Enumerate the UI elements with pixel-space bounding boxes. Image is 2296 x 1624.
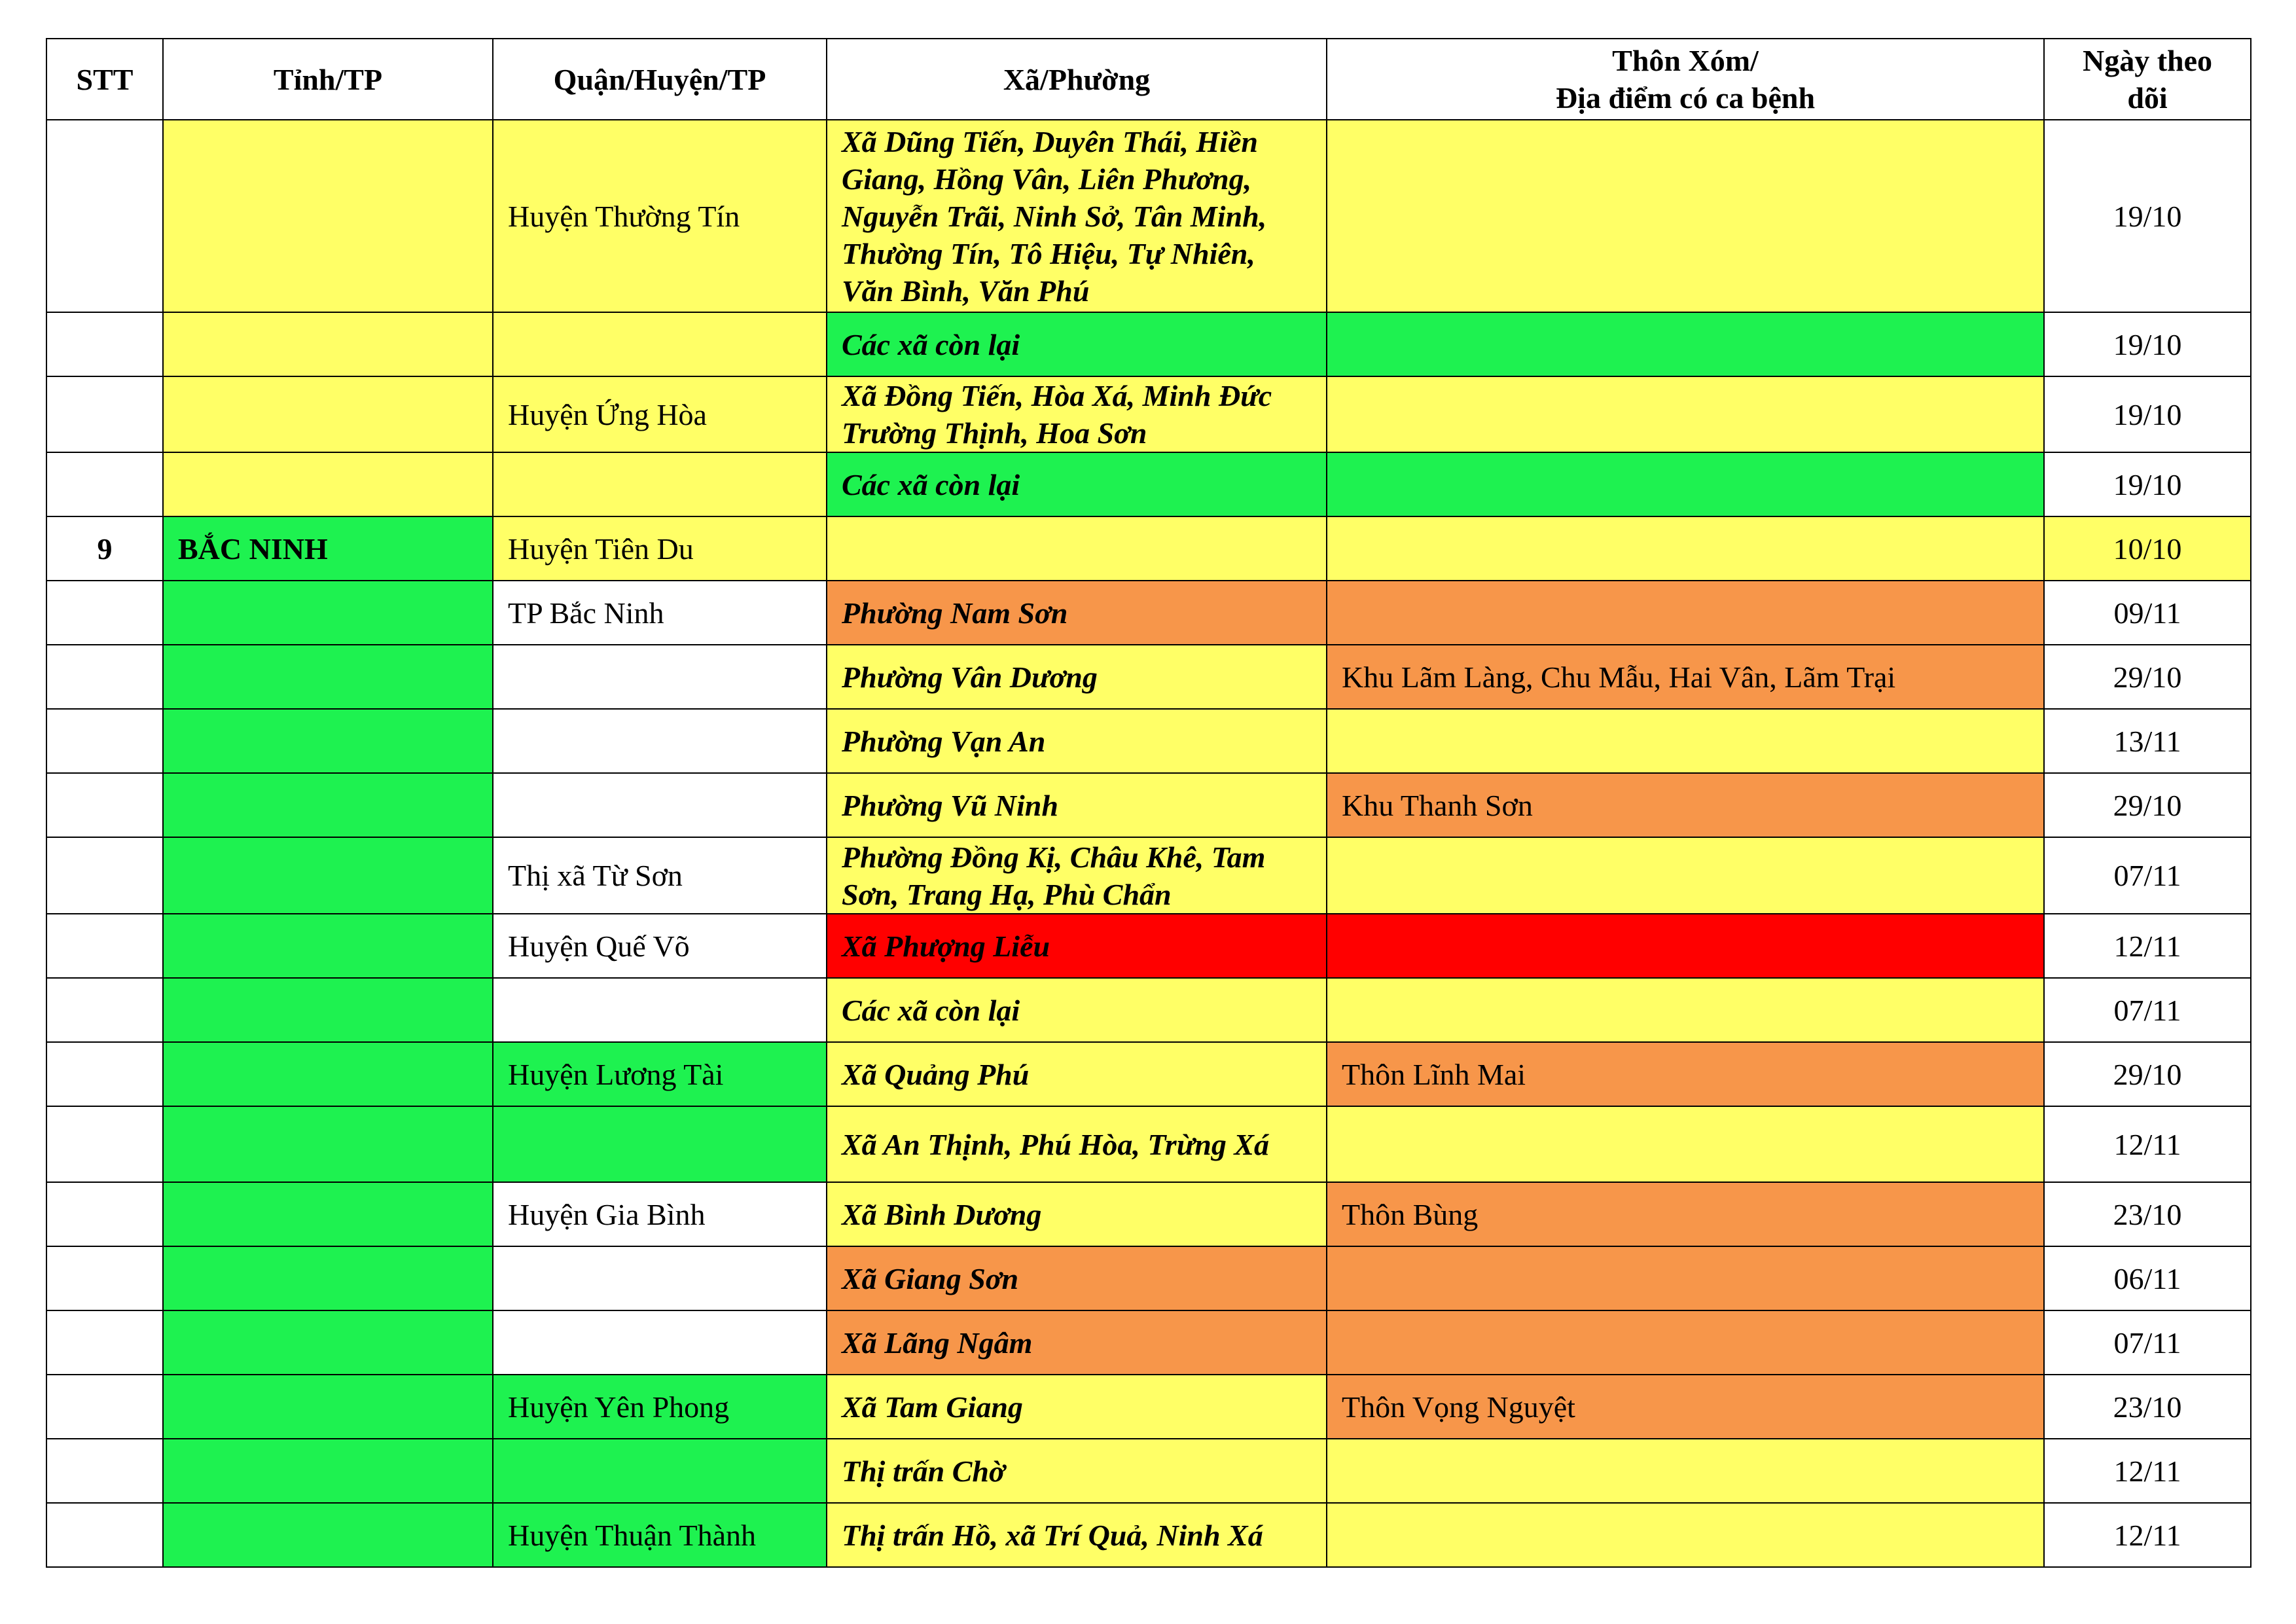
cell-ward: Xã Tam Giang <box>827 1375 1327 1439</box>
cell-ward: Xã Dũng Tiến, Duyên Thái, Hiền Giang, Hồng Vân, Liên Phương, Nguyễn Trãi, Ninh Sở, Tân Minh, Thường Tín, Tô Hiệu, Tự Nhiên, Văn Bình, Văn Phú <box>827 120 1327 312</box>
cell-village: Khu Lãm Làng, Chu Mẫu, Hai Vân, Lãm Trại <box>1327 645 2044 709</box>
cell-stt <box>46 581 163 645</box>
cell-stt <box>46 1106 163 1182</box>
cell-stt <box>46 645 163 709</box>
header-village: Thôn Xóm/ Địa điểm có ca bệnh <box>1327 39 2044 120</box>
cell-stt <box>46 120 163 312</box>
cell-village <box>1327 1439 2044 1503</box>
cell-date: 29/10 <box>2044 1042 2251 1106</box>
cell-province <box>163 1310 493 1375</box>
cell-ward: Thị trấn Chờ <box>827 1439 1327 1503</box>
cell-ward: Các xã còn lại <box>827 978 1327 1042</box>
cell-province <box>163 452 493 516</box>
cell-ward: Phường Vân Dương <box>827 645 1327 709</box>
cell-district: Thị xã Từ Sơn <box>493 837 827 914</box>
cell-date: 19/10 <box>2044 452 2251 516</box>
cell-date: 09/11 <box>2044 581 2251 645</box>
cell-ward: Phường Đồng Kị, Châu Khê, Tam Sơn, Trang Hạ, Phù Chẩn <box>827 837 1327 914</box>
table-row <box>46 312 2251 376</box>
cell-stt <box>46 376 163 452</box>
header-ward: Xã/Phường <box>827 39 1327 120</box>
cell-ward: Phường Vạn An <box>827 709 1327 773</box>
cell-date: 13/11 <box>2044 709 2251 773</box>
cell-district <box>493 645 827 709</box>
header-date: Ngày theo dõi <box>2044 39 2251 120</box>
cell-village <box>1327 516 2044 581</box>
cell-stt: 9 <box>46 516 163 581</box>
cell-date: 19/10 <box>2044 376 2251 452</box>
cell-village <box>1327 581 2044 645</box>
cell-stt <box>46 914 163 978</box>
table-row <box>46 709 2251 773</box>
cell-district: Huyện Ứng Hòa <box>493 376 827 452</box>
table-row <box>46 376 2251 452</box>
cell-province <box>163 1182 493 1246</box>
cell-ward: Xã An Thịnh, Phú Hòa, Trừng Xá <box>827 1106 1327 1182</box>
cell-ward: Xã Giang Sơn <box>827 1246 1327 1310</box>
cell-province <box>163 645 493 709</box>
cell-stt <box>46 452 163 516</box>
table-row <box>46 1310 2251 1375</box>
cell-ward: Xã Phượng Liễu <box>827 914 1327 978</box>
table-row <box>46 1106 2251 1182</box>
cell-village <box>1327 1310 2044 1375</box>
table-row <box>46 581 2251 645</box>
table-row <box>46 1182 2251 1246</box>
cell-village <box>1327 1106 2044 1182</box>
cell-date: 23/10 <box>2044 1375 2251 1439</box>
table-row <box>46 773 2251 837</box>
cell-ward: Xã Đồng Tiến, Hòa Xá, Minh Đức Trường Thịnh, Hoa Sơn <box>827 376 1327 452</box>
cell-province <box>163 773 493 837</box>
cell-district: Huyện Quế Võ <box>493 914 827 978</box>
cell-village <box>1327 120 2044 312</box>
table-row <box>46 516 2251 581</box>
cell-date: 29/10 <box>2044 773 2251 837</box>
cell-district: Huyện Lương Tài <box>493 1042 827 1106</box>
table-row <box>46 645 2251 709</box>
cell-stt <box>46 978 163 1042</box>
cell-village <box>1327 978 2044 1042</box>
cell-province <box>163 581 493 645</box>
cell-ward: Phường Vũ Ninh <box>827 773 1327 837</box>
table-row <box>46 1042 2251 1106</box>
cell-province <box>163 837 493 914</box>
cell-ward: Xã Quảng Phú <box>827 1042 1327 1106</box>
cell-date: 12/11 <box>2044 1439 2251 1503</box>
cell-district: Huyện Tiên Du <box>493 516 827 581</box>
cell-stt <box>46 1042 163 1106</box>
cell-village <box>1327 376 2044 452</box>
cell-date: 06/11 <box>2044 1246 2251 1310</box>
cell-village <box>1327 837 2044 914</box>
cell-province <box>163 1042 493 1106</box>
table-row <box>46 1246 2251 1310</box>
cell-province: BẮC NINH <box>163 516 493 581</box>
cell-date: 12/11 <box>2044 1106 2251 1182</box>
cell-stt <box>46 1439 163 1503</box>
cell-stt <box>46 1503 163 1567</box>
cell-district: Huyện Yên Phong <box>493 1375 827 1439</box>
cell-date: 07/11 <box>2044 1310 2251 1375</box>
cell-date: 12/11 <box>2044 1503 2251 1567</box>
cell-stt <box>46 709 163 773</box>
table-row <box>46 1375 2251 1439</box>
cell-village <box>1327 914 2044 978</box>
table-row <box>46 1503 2251 1567</box>
header-district: Quận/Huyện/TP <box>493 39 827 120</box>
cell-date: 19/10 <box>2044 120 2251 312</box>
cell-ward: Xã Bình Dương <box>827 1182 1327 1246</box>
cell-stt <box>46 1375 163 1439</box>
cell-village <box>1327 1246 2044 1310</box>
cell-district <box>493 1106 827 1182</box>
cell-village <box>1327 452 2044 516</box>
epidemic-risk-table <box>46 38 2251 1568</box>
cell-date: 07/11 <box>2044 837 2251 914</box>
cell-province <box>163 914 493 978</box>
cell-ward: Các xã còn lại <box>827 312 1327 376</box>
table-row <box>46 120 2251 312</box>
table-row <box>46 978 2251 1042</box>
table-row <box>46 1439 2251 1503</box>
cell-province <box>163 1106 493 1182</box>
cell-district <box>493 452 827 516</box>
cell-ward: Thị trấn Hồ, xã Trí Quả, Ninh Xá <box>827 1503 1327 1567</box>
header-province: Tỉnh/TP <box>163 39 493 120</box>
cell-district: Huyện Thường Tín <box>493 120 827 312</box>
cell-stt <box>46 837 163 914</box>
cell-village <box>1327 709 2044 773</box>
cell-stt <box>46 1310 163 1375</box>
cell-province <box>163 312 493 376</box>
table-row <box>46 452 2251 516</box>
cell-date: 23/10 <box>2044 1182 2251 1246</box>
cell-village: Thôn Bùng <box>1327 1182 2044 1246</box>
cell-province <box>163 376 493 452</box>
cell-district <box>493 978 827 1042</box>
cell-village <box>1327 1503 2044 1567</box>
cell-village: Khu Thanh Sơn <box>1327 773 2044 837</box>
cell-district <box>493 773 827 837</box>
cell-ward <box>827 516 1327 581</box>
cell-village: Thôn Lĩnh Mai <box>1327 1042 2044 1106</box>
cell-date: 07/11 <box>2044 978 2251 1042</box>
cell-province <box>163 1503 493 1567</box>
table-row <box>46 837 2251 914</box>
header-stt: STT <box>46 39 163 120</box>
cell-date: 19/10 <box>2044 312 2251 376</box>
cell-stt <box>46 1246 163 1310</box>
cell-date: 12/11 <box>2044 914 2251 978</box>
cell-district <box>493 709 827 773</box>
cell-ward: Các xã còn lại <box>827 452 1327 516</box>
cell-ward: Xã Lãng Ngâm <box>827 1310 1327 1375</box>
cell-district <box>493 1310 827 1375</box>
cell-province <box>163 1246 493 1310</box>
cell-district: Huyện Gia Bình <box>493 1182 827 1246</box>
cell-date: 10/10 <box>2044 516 2251 581</box>
cell-province <box>163 1439 493 1503</box>
cell-stt <box>46 773 163 837</box>
cell-village <box>1327 312 2044 376</box>
cell-district <box>493 1246 827 1310</box>
cell-district: TP Bắc Ninh <box>493 581 827 645</box>
cell-stt <box>46 312 163 376</box>
cell-village: Thôn Vọng Nguyệt <box>1327 1375 2044 1439</box>
cell-province <box>163 120 493 312</box>
cell-district: Huyện Thuận Thành <box>493 1503 827 1567</box>
cell-date: 29/10 <box>2044 645 2251 709</box>
cell-district <box>493 312 827 376</box>
cell-province <box>163 709 493 773</box>
header-row <box>46 39 2251 120</box>
cell-province <box>163 978 493 1042</box>
cell-district <box>493 1439 827 1503</box>
cell-ward: Phường Nam Sơn <box>827 581 1327 645</box>
cell-stt <box>46 1182 163 1246</box>
cell-province <box>163 1375 493 1439</box>
table-row <box>46 914 2251 978</box>
